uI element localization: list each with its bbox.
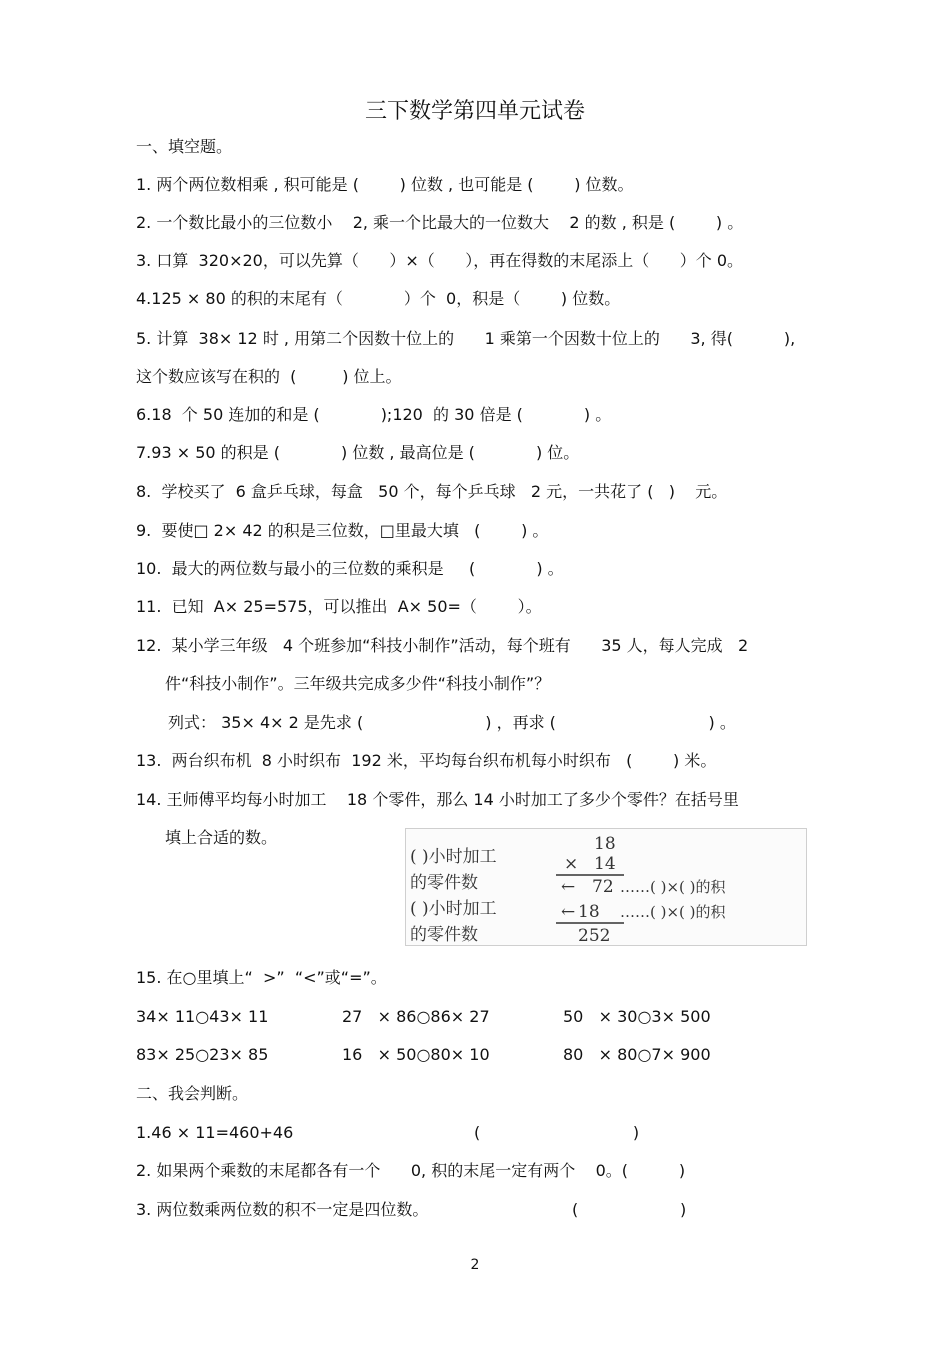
figure-note-1: ……( )×( )的积 bbox=[620, 878, 726, 896]
compare-item: 27 × 86○86× 27 bbox=[342, 1007, 490, 1026]
figure-times-sign: × bbox=[564, 854, 579, 874]
section-heading-judge: 二、我会判断。 bbox=[136, 1084, 249, 1103]
judge-1-answer-paren: ( ) bbox=[474, 1123, 640, 1142]
question-15: 15. 在○里填上“ >” “<”或“=”。 bbox=[136, 968, 387, 987]
section-heading-fill-blanks: 一、填空题。 bbox=[136, 137, 233, 156]
question-3: 3. 口算 320×20，可以先算（ ）×（ ），再在得数的末尾添上（ ）个 0。 bbox=[136, 251, 744, 270]
compare-item: 80 × 80○7× 900 bbox=[563, 1045, 711, 1064]
question-12-line-1: 12. 某小学三年级 4 个班参加“科技小制作”活动，每个班有 35 人，每人完成 2 bbox=[136, 636, 749, 655]
question-4: 4.125 × 80 的积的末尾有（ ）个 0，积是（ ) 位数。 bbox=[136, 289, 621, 308]
question-5-line-2: 这个数应该写在积的 ( ) 位上。 bbox=[136, 367, 402, 386]
figure-total: 252 bbox=[578, 926, 611, 945]
compare-item: 83× 25○23× 85 bbox=[136, 1045, 269, 1064]
question-5-line-1: 5. 计算 38× 12 时 , 用第二个因数十位上的 1 乘第一个因数十位上的 3, 得( ), bbox=[136, 329, 796, 348]
question-12-line-2: 件“科技小制作”。三年级共完成多少件“科技小制作”？ bbox=[165, 674, 551, 693]
figure-partial-1: 72 bbox=[592, 877, 614, 897]
judge-2: 2. 如果两个乘数的末尾都各有一个 0, 积的末尾一定有两个 0。( ) bbox=[136, 1161, 686, 1180]
figure-note-2: ……( )×( )的积 bbox=[620, 903, 726, 921]
question-7: 7.93 × 50 的积是 ( ) 位数 , 最高位是 ( ) 位。 bbox=[136, 443, 580, 462]
question-14-line-2: 填上合适的数。 bbox=[165, 828, 278, 847]
judge-3-answer-paren: ( ) bbox=[572, 1200, 687, 1219]
compare-item: 16 × 50○80× 10 bbox=[342, 1045, 490, 1064]
question-1: 1. 两个两位数相乘 , 积可能是 ( ) 位数 , 也可能是 ( ) 位数。 bbox=[136, 175, 634, 194]
page-number: 2 bbox=[470, 1257, 480, 1273]
figure-row1-sub: 的零件数 bbox=[410, 873, 478, 893]
question-9: 9. 要使□ 2× 42 的积是三位数，□里最大填 ( ) 。 bbox=[136, 521, 549, 540]
question-13: 13. 两台织布机 8 小时织布 192 米，平均每台织布机每小时织布 ( ) 米。 bbox=[136, 751, 717, 770]
judge-1: 1.46 × 11=460+46 bbox=[136, 1123, 294, 1142]
question-10: 10. 最大的两位数与最小的三位数的乘积是 ( ) 。 bbox=[136, 559, 564, 578]
figure-row1-label: ( )小时加工 bbox=[410, 847, 497, 867]
question-6: 6.18 个 50 连加的和是 ( );120 的 30 倍是 ( ) 。 bbox=[136, 405, 612, 424]
judge-3: 3. 两位数乘两位数的积不一定是四位数。 bbox=[136, 1200, 429, 1219]
multiplication-figure bbox=[405, 828, 807, 946]
figure-row2-label: ( )小时加工 bbox=[410, 899, 497, 919]
page-title: 三下数学第四单元试卷 bbox=[364, 99, 585, 124]
figure-arrow-1: ← bbox=[561, 877, 576, 897]
question-2: 2. 一个数比最小的三位数小 2, 乘一个比最大的一位数大 2 的数 , 积是 ( ) 。 bbox=[136, 213, 744, 232]
figure-multiplier: 14 bbox=[594, 854, 616, 874]
question-14-line-1: 14. 王师傅平均每小时加工 18 个零件，那么 14 小时加工了多少个零件？在括号里 bbox=[136, 790, 739, 809]
compare-item: 50 × 30○3× 500 bbox=[563, 1007, 711, 1026]
figure-multiplicand: 18 bbox=[594, 834, 616, 854]
figure-arrow-2: ← bbox=[561, 902, 576, 922]
compare-item: 34× 11○43× 11 bbox=[136, 1007, 269, 1026]
question-8: 8. 学校买了 6 盒乒乓球，每盒 50 个，每个乒乓球 2 元，一共花了 ( ) 元。 bbox=[136, 482, 728, 501]
figure-partial-2: 18 bbox=[578, 902, 600, 922]
question-11: 11. 已知 A× 25=575，可以推出 A× 50=（ ）。 bbox=[136, 597, 542, 616]
question-12-formula: 列式： 35× 4× 2 是先求 ( ) ，再求 ( ) 。 bbox=[168, 713, 736, 732]
figure-row2-sub: 的零件数 bbox=[410, 925, 478, 945]
